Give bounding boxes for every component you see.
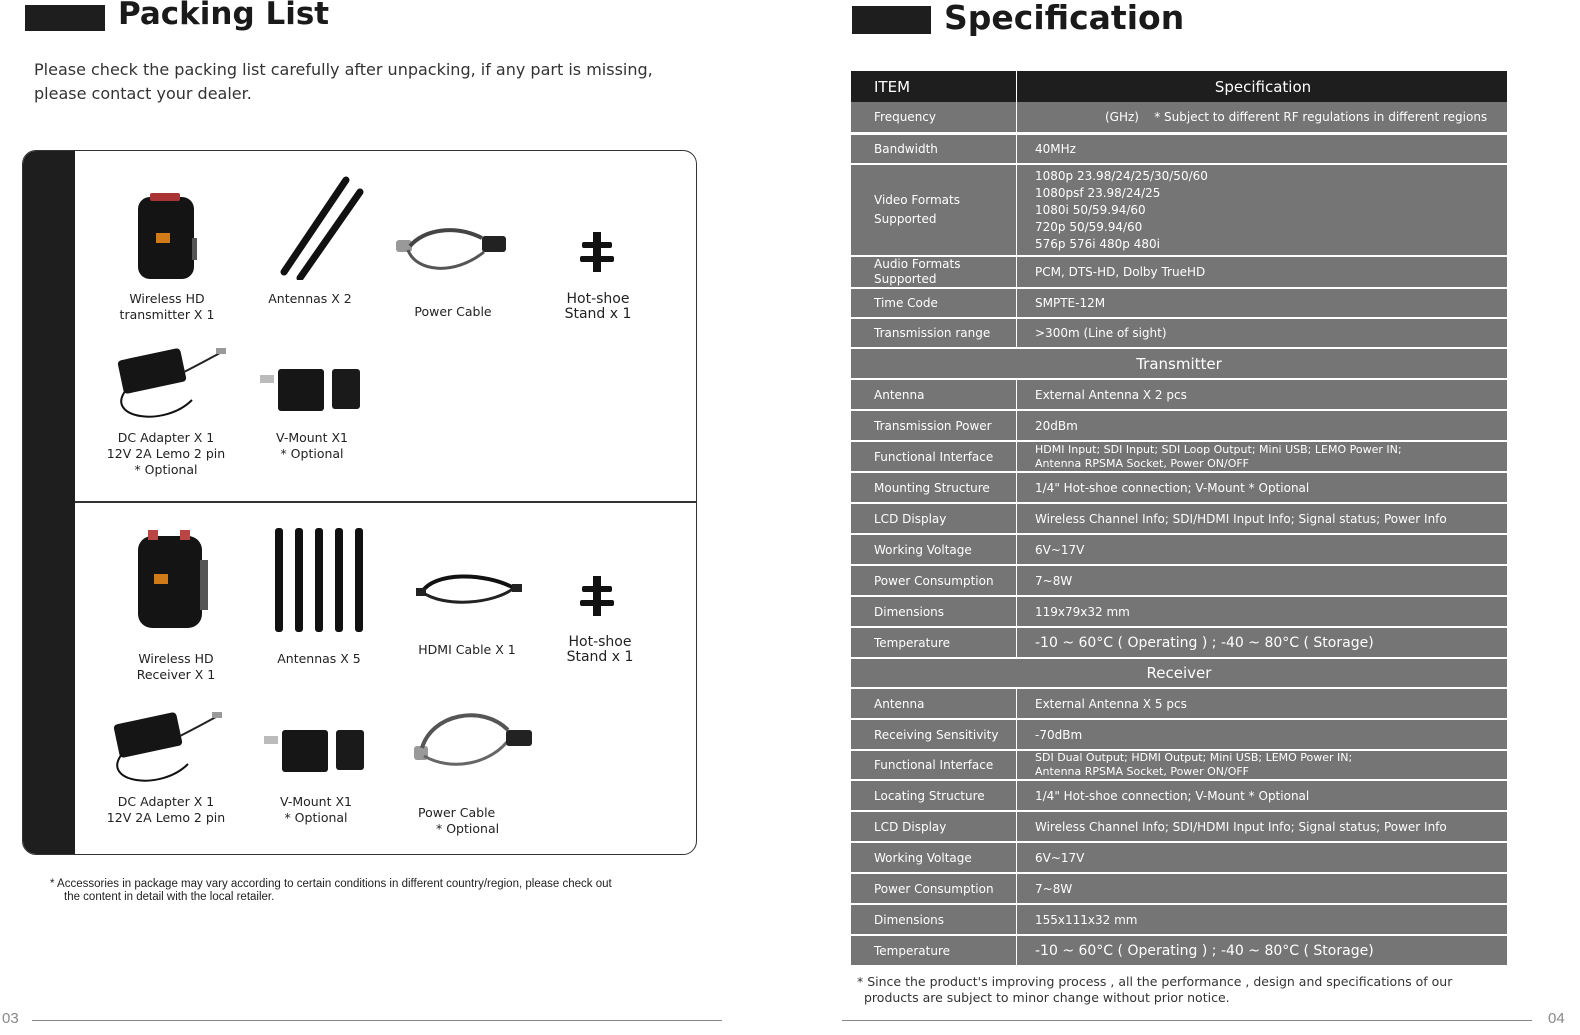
packing-header-bar — [25, 5, 105, 31]
spec-row-rx-sensitivity: Receiving Sensitivity -70dBm — [851, 720, 1507, 749]
label-hotshoe-stand-receiver: Hot-shoe Stand x 1 — [566, 634, 634, 665]
dc-adapter-image-receiver — [100, 702, 226, 792]
spec-row-tx-interface: Functional Interface HDMI Input; SDI Input; SDI Loop Output; Mini USB; LEMO Power IN; Antenna RPSMA Socket, Power ON/OFF — [851, 442, 1507, 471]
page-number-left: 03 — [2, 1010, 19, 1027]
spec-row-tx-voltage: Working Voltage 6V~17V — [851, 535, 1507, 564]
spec-row-timecode: Time Code SMPTE-12M — [851, 289, 1507, 317]
packing-divider — [75, 501, 696, 503]
vmount-image-receiver — [264, 728, 368, 774]
antennas-x2-image — [278, 176, 368, 280]
label-vmount: V-Mount X1 * Optional — [276, 430, 348, 461]
page-rule-left — [32, 1020, 722, 1021]
spec-row-tx-power: Transmission Power 20dBm — [851, 411, 1507, 440]
spec-row-audio-formats: Audio Formats Supported PCM, DTS-HD, Dolby TrueHD — [851, 257, 1507, 287]
spec-row-bandwidth: Bandwidth 40MHz — [851, 135, 1507, 163]
spec-row-tx-mounting: Mounting Structure 1/4" Hot-shoe connection; V-Mount * Optional — [851, 473, 1507, 502]
spec-row-tx-consumption: Power Consumption 7~8W — [851, 566, 1507, 595]
spec-row-tx-dimensions: Dimensions 119x79x32 mm — [851, 597, 1507, 626]
page-rule-right — [842, 1020, 1532, 1021]
spec-row-rx-temperature: Temperature -10 ~ 60°C ( Operating ) ; -40 ~ 80°C ( Storage) — [851, 936, 1507, 965]
label-power-cable-receiver: Power Cable * Optional — [418, 805, 500, 836]
spec-header-item: ITEM — [851, 71, 1017, 102]
label-transmitter-unit: Wireless HD transmitter X 1 — [119, 291, 215, 322]
spec-row-rx-antenna: Antenna External Antenna X 5 pcs — [851, 689, 1507, 718]
label-hdmi-cable: HDMI Cable X 1 — [418, 642, 516, 657]
packing-footnote: * Accessories in package may vary according to certain conditions in different country/region, please check out the content in detail with the local retailer. — [50, 878, 612, 903]
spec-row-tx-antenna: Antenna External Antenna X 2 pcs — [851, 380, 1507, 409]
label-antennas-x5: Antennas X 5 — [277, 651, 361, 666]
hdmi-cable-image — [414, 574, 524, 606]
dc-adapter-image — [104, 338, 230, 428]
spec-header-bar — [852, 6, 931, 34]
power-cable-image — [394, 220, 514, 280]
spec-row-rx-locating: Locating Structure 1/4" Hot-shoe connection; V-Mount * Optional — [851, 781, 1507, 810]
power-cable-image-receiver — [412, 708, 536, 774]
spec-row-rx-interface: Functional Interface SDI Dual Output; HDMI Output; Mini USB; LEMO Power IN; Antenna RPSMA Socket, Power ON/OFF — [851, 751, 1507, 779]
page-number-right: 04 — [1548, 1010, 1565, 1027]
label-vmount-receiver: V-Mount X1 * Optional — [280, 794, 352, 825]
spec-row-tx-lcd: LCD Display Wireless Channel Info; SDI/HDMI Input Info; Signal status; Power Info — [851, 504, 1507, 533]
spec-row-rx-voltage: Working Voltage 6V~17V — [851, 843, 1507, 872]
packing-side-strip — [23, 151, 75, 854]
label-antennas-x2: Antennas X 2 — [268, 291, 352, 306]
spec-row-video-formats: Video Formats Supported 1080p 23.98/24/25/30/50/60 1080psf 23.98/24/25 1080i 50/59.94/60 720p 50/59.94/60 576p 576i 480p 480i — [851, 165, 1507, 255]
label-dc-adapter: DC Adapter X 1 12V 2A Lemo 2 pin * Optional — [106, 430, 226, 477]
transmitter-unit-image — [136, 193, 198, 283]
vmount-image — [260, 367, 364, 413]
label-hotshoe-stand: Hot-shoe Stand x 1 — [564, 291, 632, 322]
packing-intro: Please check the packing list carefully after unpacking, if any part is missing, please contact your dealer. — [34, 60, 653, 103]
spec-header-row — [851, 71, 1507, 102]
spec-row-rx-lcd: LCD Display Wireless Channel Info; SDI/HDMI Input Info; Signal status; Power Info — [851, 812, 1507, 841]
label-dc-adapter-receiver: DC Adapter X 1 12V 2A Lemo 2 pin — [106, 794, 226, 825]
hotshoe-stand-image-receiver — [578, 576, 616, 616]
page-title-spec: Specification — [944, 0, 1185, 37]
spec-row-frequency: Frequency (GHz) * Subject to different RF regulations in different regions — [851, 102, 1507, 132]
spec-section-receiver: Receiver — [851, 659, 1507, 687]
page-title-packing: Packing List — [118, 0, 330, 32]
label-power-cable: Power Cable — [414, 304, 492, 319]
antennas-x5-image — [272, 526, 368, 634]
label-receiver-unit: Wireless HD Receiver X 1 — [136, 651, 216, 682]
spec-footnote: * Since the product's improving process , all the performance , design and specifications of our products are subject to minor change without prior notice. — [857, 974, 1453, 1005]
spec-header-spec: Specification — [1214, 77, 1312, 96]
hotshoe-stand-image — [578, 232, 616, 272]
spec-row-transmission-range: Transmission range >300m (Line of sight) — [851, 319, 1507, 347]
spec-row-rx-consumption: Power Consumption 7~8W — [851, 874, 1507, 903]
spec-section-transmitter: Transmitter — [851, 349, 1507, 378]
spec-row-rx-dimensions: Dimensions 155x111x32 mm — [851, 905, 1507, 934]
receiver-unit-image — [134, 530, 212, 632]
spec-row-tx-temperature: Temperature -10 ~ 60°C ( Operating ) ; -40 ~ 80°C ( Storage) — [851, 628, 1507, 657]
